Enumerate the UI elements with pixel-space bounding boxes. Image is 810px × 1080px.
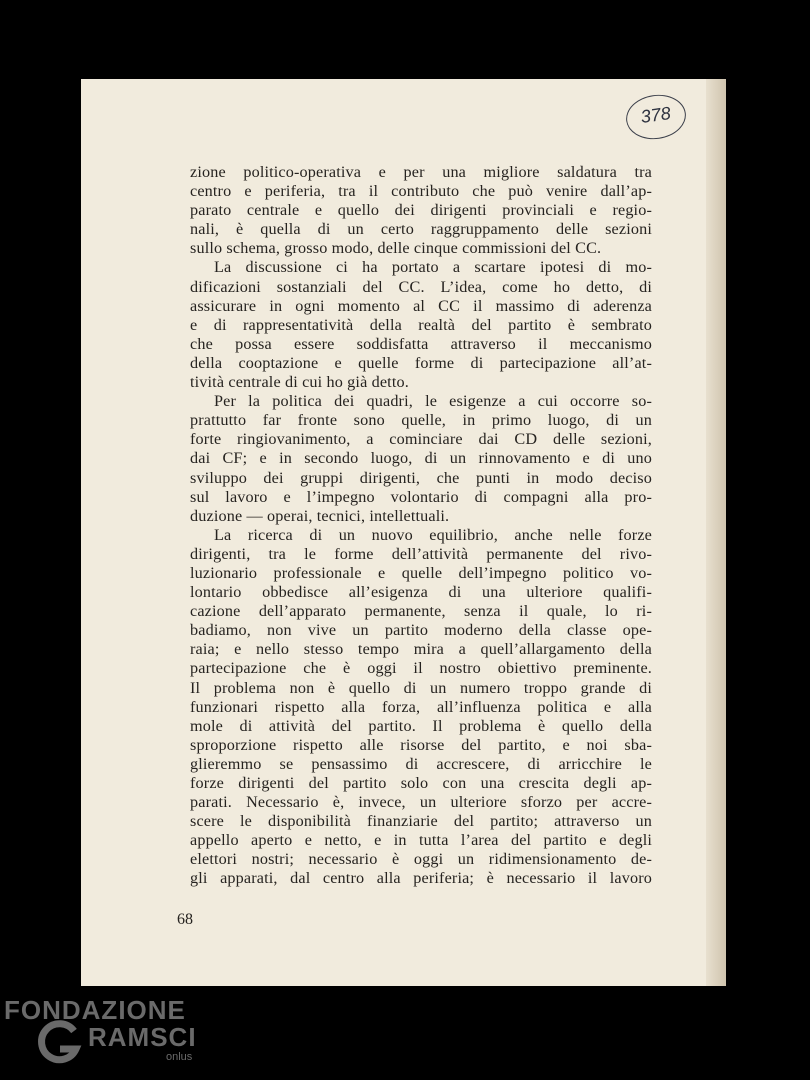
archive-number: 378	[639, 103, 672, 128]
text-line: sproporzione rispetto alle risorse del partito, e noi sba-	[190, 735, 652, 754]
fondazione-gramsci-logo	[4, 995, 204, 1075]
text-line: mole di attività del partito. Il problema è quello della	[190, 716, 652, 735]
text-line: tività centrale di cui ho già detto.	[190, 373, 409, 392]
text-line: scere le disponibilità finanziarie del partito; attraverso un	[190, 812, 652, 831]
text-line: duzione — operai, tecnici, intellettuali.	[190, 506, 450, 525]
logo-onlus: onlus	[166, 1051, 193, 1063]
text-line: La discussione ci ha portato a scartare ipotesi di mo-	[214, 258, 652, 277]
text-line: sul lavoro e l’impegno volontario di compagni alla pro-	[190, 487, 652, 506]
text-line: dificazioni sostanziali del CC. L’idea, come ho detto, di	[190, 277, 652, 296]
text-line: dirigenti, tra le forme dell’attività permanente del rivo-	[190, 544, 652, 563]
text-line: elettori nostri; necessario è oggi un ridimensionamento de-	[190, 850, 652, 869]
page-number: 68	[177, 911, 193, 928]
logo-line-1: FONDAZIONE	[4, 995, 186, 1025]
text-line: centro e periferia, tra il contributo che può venire dall’ap-	[190, 182, 652, 201]
text-line: nali, è quella di un certo raggruppamento delle sezioni	[190, 220, 652, 239]
text-line: gli apparati, dal centro alla periferia; è necessario il lavoro	[190, 869, 652, 888]
text-line: funzionari rispetto alla forza, all’influenza politica e alla	[190, 697, 652, 716]
text-line: cazione dell’apparato permanente, senza il quale, lo ri-	[190, 602, 652, 621]
text-line: sullo schema, grosso modo, delle cinque commissioni del CC.	[190, 239, 602, 258]
text-line: forte ringiovanimento, a cominciare dai CD delle sezioni,	[190, 430, 652, 449]
text-line: lontario obbedisce all’esigenza di una ulteriore qualifi-	[190, 583, 652, 602]
text-line: luzionario professionale e quelle dell’impegno politico vo-	[190, 563, 652, 582]
text-line: parato centrale e quello dei dirigenti provinciali e regio-	[190, 201, 652, 220]
text-line: sviluppo dei gruppi dirigenti, che punti in modo deciso	[190, 468, 652, 487]
text-line: che possa essere soddisfatta attraverso il meccanismo	[190, 334, 652, 353]
text-line: appello aperto e netto, e in tutta l’area del partito e degli	[190, 831, 652, 850]
text-line: partecipazione che è oggi il nostro obiettivo preminente.	[190, 659, 652, 678]
body-text	[190, 163, 652, 889]
text-line: forze dirigenti del partito solo con una crescita degli ap-	[190, 774, 652, 792]
text-line: raia; e nello stesso tempo mira a quell’allargamento della	[190, 640, 652, 659]
text-line: della cooptazione e quelle forme di partecipazione all’at-	[190, 353, 652, 372]
text-line: zione politico-operativa e per una migliore saldatura tra	[190, 163, 652, 181]
page-edge-shadow	[706, 79, 726, 986]
text-line: badiamo, non vive un partito moderno della classe ope-	[190, 621, 652, 640]
text-line: glieremmo se pensassimo di accrescere, di arricchire le	[190, 754, 652, 773]
logo-line-2: RAMSCI	[88, 1022, 197, 1052]
logo-g-mark-icon	[34, 1017, 84, 1067]
text-line: e di rappresentatività della realtà del partito è sembrato	[190, 315, 652, 334]
text-line: dai CF; e in secondo luogo, di un rinnovamento e di uno	[190, 449, 652, 468]
text-line: assicurare in ogni momento al CC il massimo di aderenza	[190, 296, 652, 315]
text-line: Per la politica dei quadri, le esigenze a cui occorre so-	[214, 392, 652, 411]
text-line: parati. Necessario è, invece, un ulteriore sforzo per accre-	[190, 793, 652, 812]
text-line: Il problema non è quello di un numero troppo grande di	[190, 678, 652, 697]
text-line: La ricerca di un nuovo equilibrio, anche nelle forze	[214, 525, 652, 544]
text-line: prattutto far fronte sono quelle, in primo luogo, di un	[190, 411, 652, 430]
